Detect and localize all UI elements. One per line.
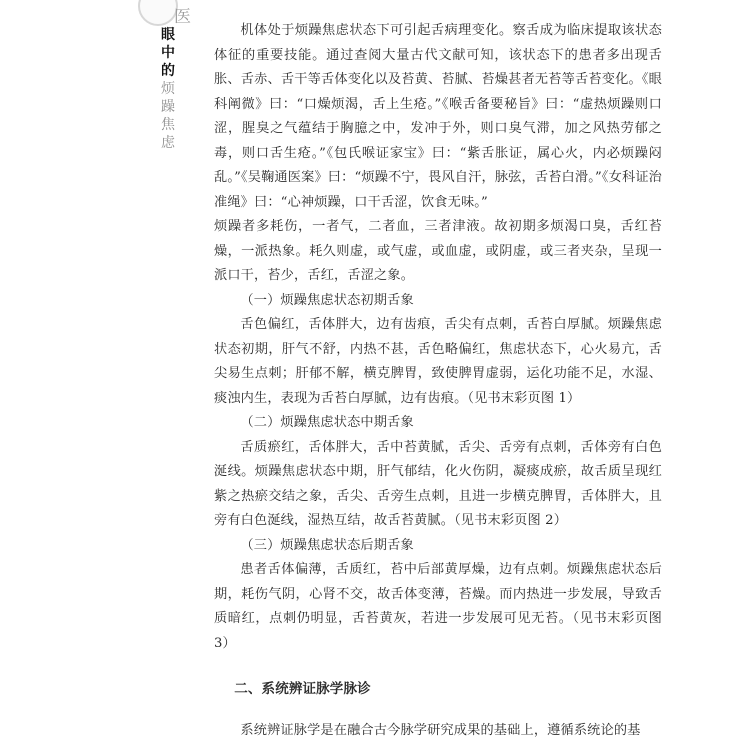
paragraph: 舌色偏红，舌体胖大，边有齿痕，舌尖有点刺，舌苔白厚腻。烦躁焦虑状态初期，肝气不舒，内热不甚，舌色略偏红，焦虑状态下，心火易亢，舌尖易生点刺；肝郁不解，横克脾胃，致使脾胃虚弱，运化功能不足，水湿、痰浊内生，表现为舌苔白厚腻，边有齿痕。（见书末彩页图 1） (214, 317, 662, 406)
emblem-seal (138, 0, 178, 26)
part-heading: 二、系统辨证脉学脉诊 (234, 681, 371, 697)
section-heading: （一）烦躁焦虑状态初期舌象 (240, 292, 414, 308)
section-heading: （三）烦躁焦虑状态后期舌象 (240, 537, 414, 553)
paragraph: 患者舌体偏薄，舌质红，苔中后部黄厚燥，边有点刺。烦躁焦虑状态后期，耗伤气阴，心肾不交，故舌体变薄，苔燥。而内热进一步发展，导致舌质暗红，点刺仍明显，舌苔黄灰，若进一步发展可见无苔。（见书末彩页图 3） (214, 562, 662, 651)
running-header: 医 (174, 7, 191, 27)
paragraph: 机体处于烦躁焦虑状态下可引起舌病理变化。察舌成为临床提取该状态体征的重要技能。通过查阅大量古代文献可知，该状态下的患者多出现舌胀、舌赤、舌干等舌体变化以及苔黄、苔腻、苔燥甚者无苔等舌苔变化。《眼科阐微》曰：“口燥烦渴，舌上生疮。”《喉舌备要秘旨》曰：“虚热烦躁则口涩，腥臭之气蕴结于胸臆之中，发冲于外，则口臭气滞，加之风热劳郁之毒，则口舌生疮。”《包氏喉证家宝》曰：“紫舌胀证，属心火，内必烦躁闷乱。”《吴鞠通医案》曰：“烦躁不宁，畏风自汗，脉弦，舌苔白滑。”《女科证治准绳》曰：“心神烦躁，口干舌涩，饮食无味。” (214, 23, 662, 210)
side-running-title (158, 26, 178, 152)
paragraph: 系统辨证脉学是在融合古今脉学研究成果的基础上，遵循系统论的基 (240, 722, 641, 738)
side-title-char: 烦 (161, 81, 175, 97)
side-title-char: 中 (161, 45, 175, 61)
page-body (214, 19, 662, 743)
side-title-char: 焦 (161, 117, 175, 133)
paragraph: 烦躁者多耗伤，一者气，二者血，三者津液。故初期多烦渴口臭，舌红苔燥，一派热象。耗久则虚，或气虚，或血虚，或阴虚，或三者夹杂，呈现一派口干，苔少，舌红，舌涩之象。 (214, 219, 662, 283)
side-title-char: 眼 (161, 27, 175, 43)
side-title-char: 的 (161, 63, 175, 79)
section-heading: （二）烦躁焦虑状态中期舌象 (240, 415, 414, 430)
paragraph: 舌质瘀红，舌体胖大，舌中苔黄腻，舌尖、舌旁有点刺，舌体旁有白色涎线。烦躁焦虑状态中期，肝气郁结，化火伤阴，凝痰成瘀，故舌质呈现红紫之热瘀交结之象，舌尖、舌旁生点刺，且进一步横克脾胃，舌体胖大，且旁有白色涎线，湿热互结，故舌苔黄腻。（见书末彩页图 2） (214, 439, 662, 528)
side-title-char: 躁 (161, 99, 175, 115)
side-title-char: 虑 (161, 135, 175, 151)
